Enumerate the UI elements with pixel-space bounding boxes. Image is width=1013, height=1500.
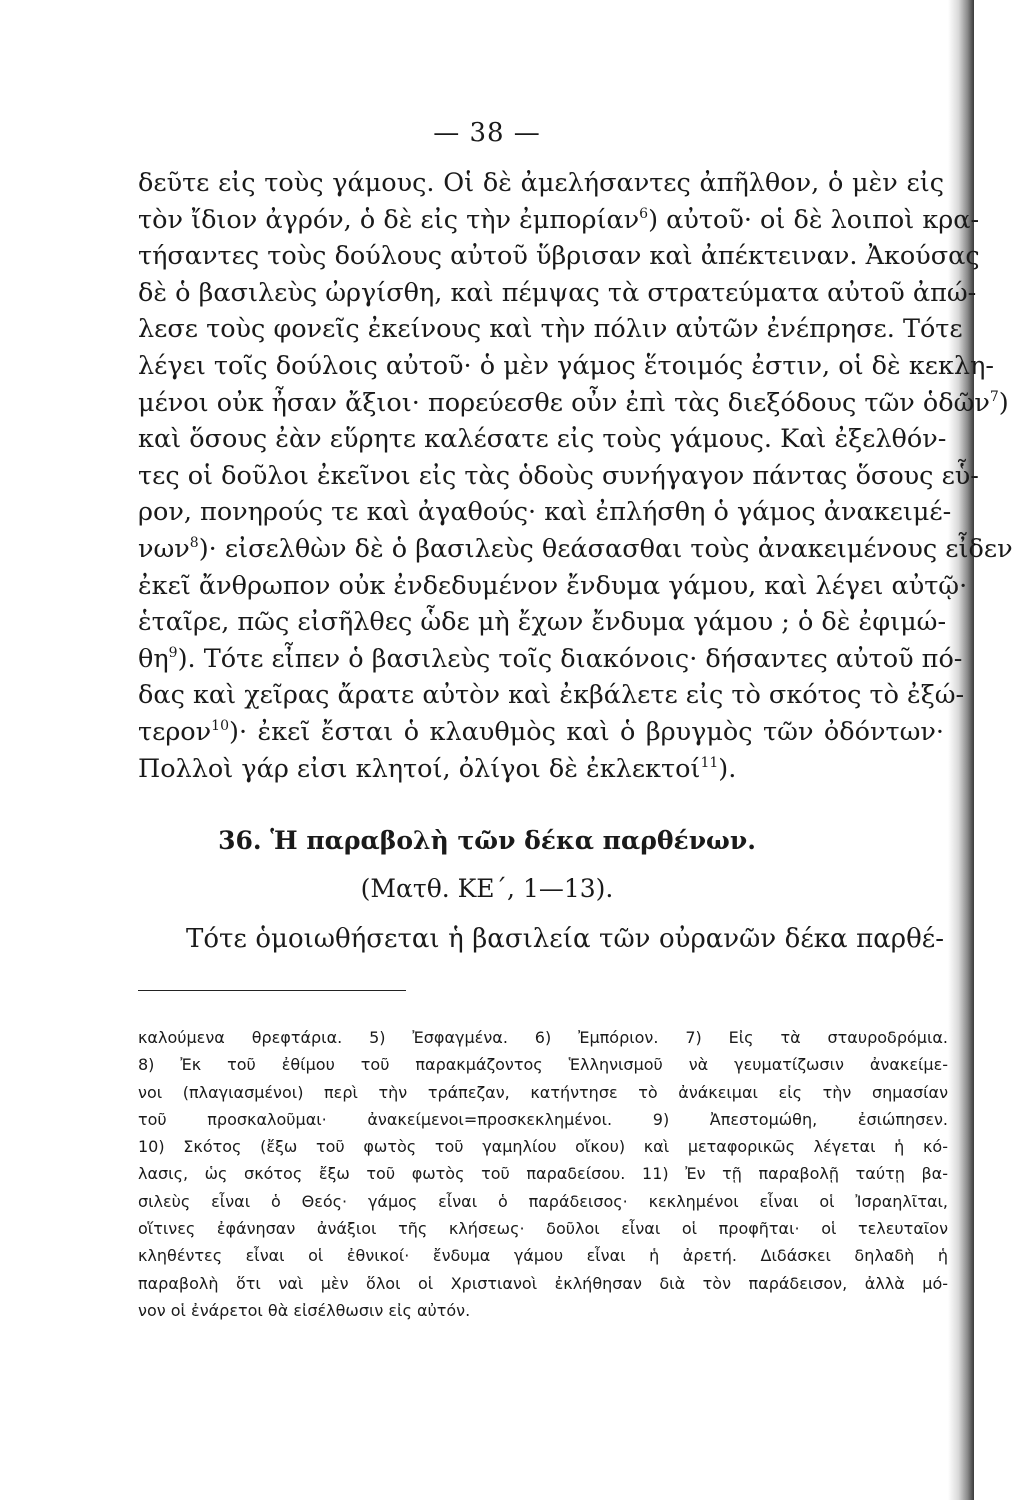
footnote-line: σιλεὺς εἶναι ὁ Θεός· γάμος εἶναι ὁ παράδεισος· κεκλημένοι εἶναι οἱ Ἰσραηλῖται, (138, 1191, 948, 1211)
body-text (138, 165, 1013, 787)
body-line: δὲ ὁ βασιλεὺς ὠργίσθη, καὶ πέμψας τὰ στρατεύματα αὐτοῦ ἀπώ- (138, 277, 977, 308)
footnote-line: καλούμενα θρεφτάρια. 5) Ἐσφαγμένα. 6) Ἐμπόριον. 7) Εἰς τὰ σταυροδρόμια. (138, 1028, 948, 1047)
section-heading (0, 826, 974, 855)
section-reference: (Ματθ. ΚΕ΄, 1—13). (360, 874, 614, 903)
body-line: τήσαντες τοὺς δούλους αὐτοῦ ὕβρισαν καὶ ἀπέκτειναν. Ἀκούσας (138, 241, 980, 272)
footnotes (138, 1024, 948, 1324)
body-line: ἑταῖρε, πῶς εἰσῆλθες ὧδε μὴ ἔχων ἔνδυμα γάμου ; ὁ δὲ ἐφιμώ- (138, 607, 947, 638)
footnote-separator (138, 990, 406, 991)
footnote-line: νοι (πλαγιασμένοι) περὶ τὴν τράπεζαν, κατήντησε τὸ ἀνάκειμαι εἰς τὴν σημασίαν (138, 1082, 948, 1102)
footnote-marker: 10 (211, 717, 229, 734)
body-line: ρον, πονηρούς τε καὶ ἀγαθούς· καὶ ἐπλήσθη ὁ γάμος ἀνακειμέ- (138, 497, 952, 528)
footnote-marker: 9 (168, 644, 178, 661)
body-line: τες οἱ δοῦλοι ἐκεῖνοι εἰς τὰς ὁδοὺς συνήγαγον πάντας ὅσους εὗ- (138, 460, 979, 491)
footnote-marker: 6 (639, 205, 649, 222)
footnote-line: 10) Σκότος (ἔξω τοῦ φωτὸς τοῦ γαμηλίου οἴκου) καὶ μεταφορικῶς λέγεται ἡ κό- (138, 1137, 948, 1157)
section-number: 36. (218, 826, 262, 855)
section-opening-line: Τότε ὁμοιωθήσεται ἡ βασιλεία τῶν οὐρανῶν δέκα παρθέ- (186, 924, 944, 954)
footnote-line: 8) Ἐκ τοῦ ἐθίμου τοῦ παρακμάζοντος Ἑλληνισμοῦ νὰ γευματίζωσιν ἀνακείμε- (138, 1055, 948, 1075)
footnote-line: οἵτινες ἐφάνησαν ἀνάξιοι τῆς κλήσεως· δοῦλοι εἶναι οἱ προφῆται· οἱ τελευταῖον (138, 1219, 948, 1239)
body-line: λεσε τοὺς φονεῖς ἐκείνους καὶ τὴν πόλιν αὐτῶν ἐνέπρησε. Τότε (138, 314, 963, 345)
footnote-marker: 11 (700, 754, 719, 771)
footnote-marker: 8 (189, 534, 199, 551)
footnote-line: κληθέντες εἶναι οἱ ἐθνικοί· ἔνδυμα γάμου εἶναι ἡ ἀρετή. Διδάσκει δηλαδὴ ἡ (138, 1246, 948, 1266)
body-line: μένοι οὐκ ἦσαν ἄξιοι· πορεύεσθε οὖν ἐπὶ τὰς διεξόδους τῶν ὁδῶν$^7$) (138, 387, 1009, 418)
footnote-line: νον οἱ ἐνάρετοι θὰ εἰσέλθωσιν εἰς αὐτόν. (138, 1300, 471, 1320)
section-title: Ἡ παραβολὴ τῶν δέκα παρθένων. (270, 826, 756, 855)
body-line: νων$^8$)· εἰσελθὼν δὲ ὁ βασιλεὺς θεάσασθαι τοὺς ἀνακειμένους εἶδεν (138, 533, 1013, 564)
footnote-line: τοῦ προσκαλοῦμαι· ἀνακείμενοι=προσκεκλημένοι. 9) Ἀπεστομώθη, ἐσιώπησεν. (138, 1109, 948, 1129)
footnote-marker: 7 (989, 388, 999, 405)
body-line: $\theta\eta^9$). Τότε εἶπεν ὁ βασιλεὺς τοῖς διακόνοις· δήσαντες αὐτοῦ πό- (138, 643, 963, 674)
footnote-line: παραβολὴ ὅτι ναὶ μὲν ὅλοι οἱ Χριστιανοὶ ἐκλήθησαν διὰ τὸν παράδεισον, ἀλλὰ μό- (138, 1273, 948, 1293)
body-line: λέγει τοῖς δούλοις αὐτοῦ· ὁ μὲν γάμος ἕτοιμός ἐστιν, οἱ δὲ κεκλη- (138, 350, 994, 381)
body-line: ἐκεῖ ἄνθρωπον οὐκ ἐνδεδυμένον ἔνδυμα γάμου, καὶ λέγει αὐτῷ· (138, 570, 968, 601)
body-line: τερον$^{10}$)· ἐκεῖ ἔσται ὁ κλαυθμὸς καὶ ὁ βρυγμὸς τῶν ὀδόντων· (138, 716, 944, 747)
body-line: δεῦτε εἰς τοὺς γάμους. Οἱ δὲ ἀμελήσαντες ἀπῆλθον, ὁ μὲν εἰς (138, 168, 944, 198)
body-line: τὸν ἴδιον ἀγρόν, ὁ δὲ εἰς τὴν ἐμπορίαν$^6$) αὐτοῦ· οἱ δὲ λοιποὶ κρα- (138, 204, 980, 235)
body-line: Πολλοὶ γάρ εἰσι κλητοί, ὀλίγοι δὲ ἐκλεκτοί$^{11}$). (138, 753, 737, 784)
body-line: καὶ ὅσους ἐὰν εὕρητε καλέσατε εἰς τοὺς γάμους. Καὶ ἐξελθόν- (138, 424, 947, 455)
body-line: δας καὶ χεῖρας ἄρατε αὐτὸν καὶ ἐκβάλετε εἰς τὸ σκότος τὸ ἐξώ- (138, 680, 965, 711)
footnote-line: λασις, ὡς σκότος ἔξω τοῦ φωτὸς τοῦ παραδείσου. 11) Ἐν τῇ παραβολῇ ταύτῃ βα- (138, 1164, 948, 1184)
page-number: — 38 — (433, 118, 541, 148)
